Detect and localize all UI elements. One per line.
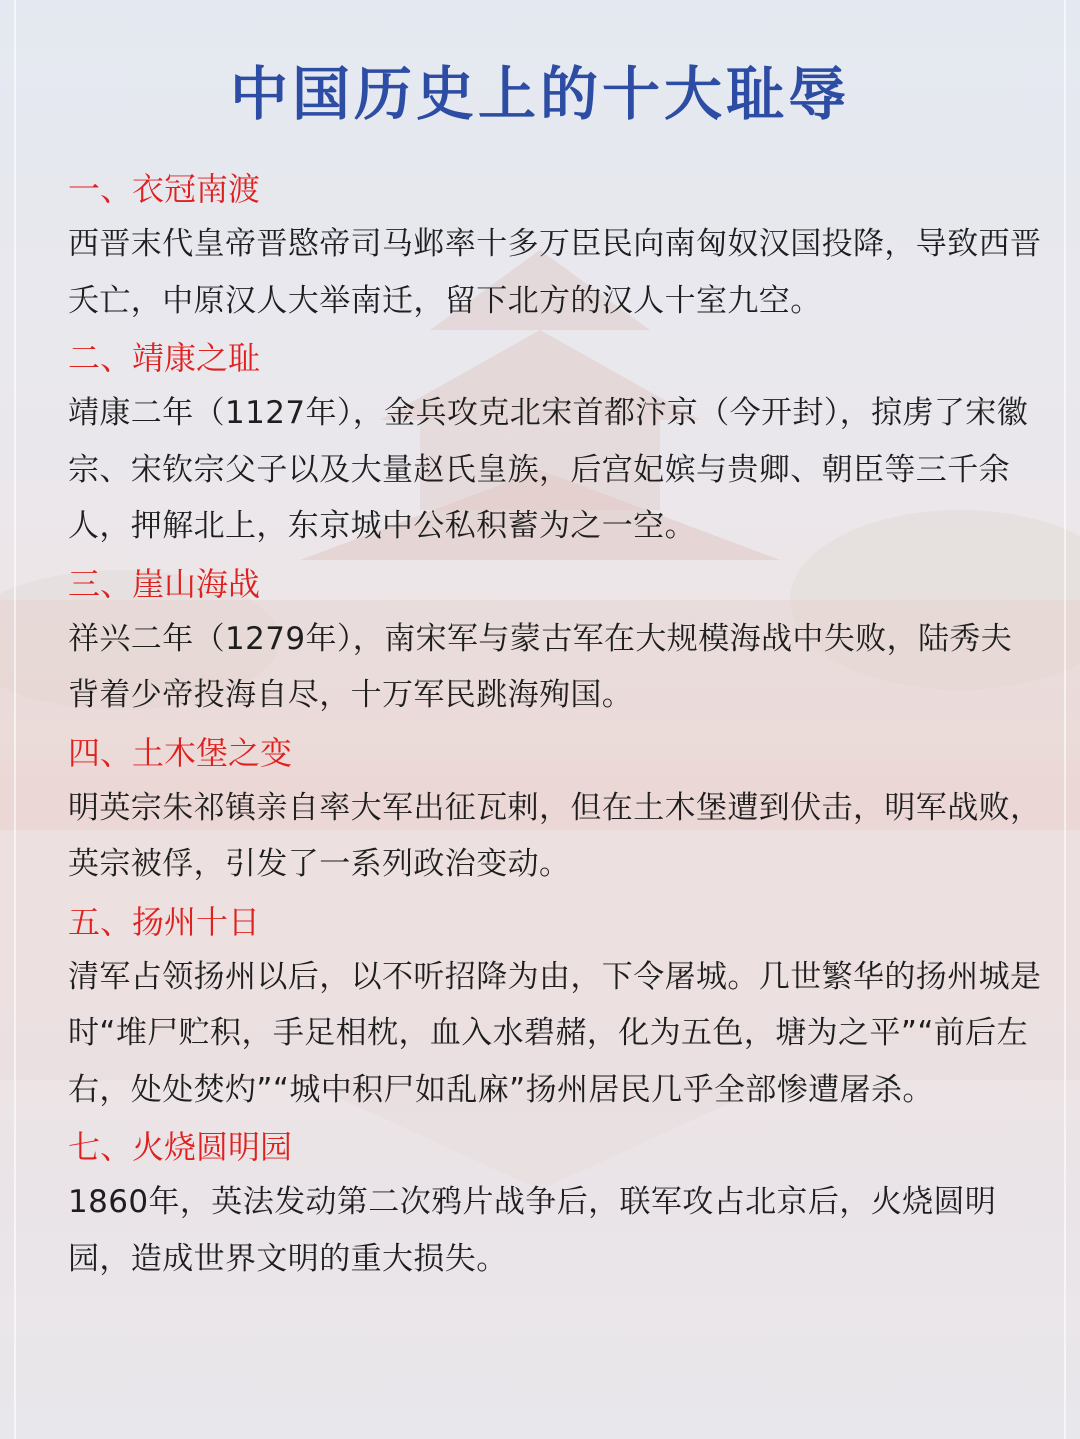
section-text: 西晋末代皇帝晋愍帝司马邺率十多万臣民向南匈奴汉国投降，导致西晋夭亡，中原汉人大举南迁，留下北方的汉人十室九空。 bbox=[68, 226, 1042, 319]
section-heading: 二、靖康之耻 bbox=[68, 339, 261, 377]
section-6 bbox=[68, 1120, 1043, 1287]
article-content bbox=[68, 162, 1043, 1289]
section-heading: 一、衣冠南渡 bbox=[68, 170, 261, 208]
section-text: 清军占领扬州以后，以不听招降为由，下令屠城。几世繁华的扬州城是时“堆尸贮积，手足相枕，血入水碧赭，化为五色，塘为之平”“前后左右，处处焚灼”“城中积尸如乱麻”扬州居民几乎全部惨遭屠杀。 bbox=[68, 958, 1042, 1108]
section-4 bbox=[68, 726, 1043, 893]
section-text: 靖康二年（1127年），金兵攻克北宋首都汴京（今开封），掠虏了宋徽宗、宋钦宗父子以及大量赵氏皇族，后宫妃嫔与贵卿、朝臣等三千余人，押解北上，东京城中公私积蓄为之一空。 bbox=[68, 395, 1029, 544]
page-title: 中国历史上的十大耻辱 bbox=[229, 60, 850, 128]
section-text: 1860年，英法发动第二次鸦片战争后，联军攻占北京后，火烧圆明园，造成世界文明的重大损失。 bbox=[68, 1184, 997, 1277]
section-heading: 三、崖山海战 bbox=[68, 564, 261, 603]
section-3 bbox=[68, 557, 1043, 724]
section-heading: 七、火烧圆明园 bbox=[68, 1128, 293, 1166]
section-text: 祥兴二年（1279年），南宋军与蒙古军在大规模海战中失败，陆秀夫背着少帝投海自尽，十万军民跳海殉国。 bbox=[68, 620, 1013, 713]
section-5 bbox=[68, 895, 1043, 1119]
section-text: 明英宗朱祁镇亲自率大军出征瓦剌，但在土木堡遭到伏击，明军战败，英宗被俘，引发了一系列政治变动。 bbox=[68, 789, 1042, 882]
section-heading: 五、扬州十日 bbox=[68, 902, 261, 941]
section-1 bbox=[68, 162, 1043, 329]
section-2 bbox=[68, 331, 1043, 555]
section-heading: 四、土木堡之变 bbox=[68, 733, 293, 772]
